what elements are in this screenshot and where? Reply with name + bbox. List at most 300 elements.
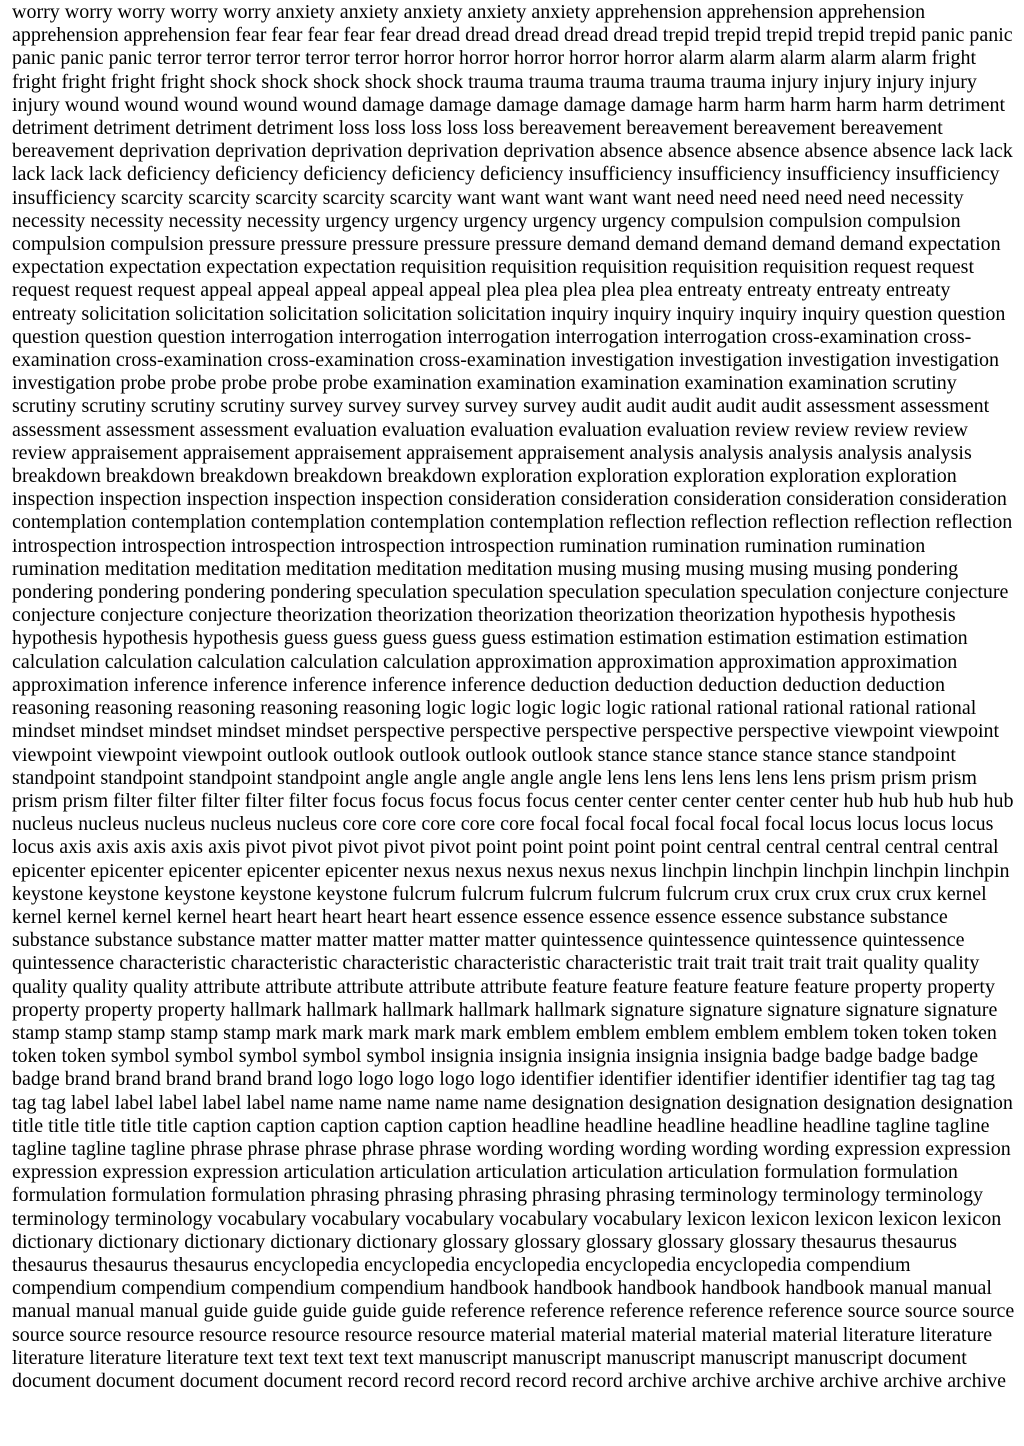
word-lexicon: lexicon bbox=[750, 1207, 810, 1230]
word-inquiry: inquiry bbox=[739, 302, 797, 325]
word-hub: hub bbox=[878, 789, 909, 812]
word-deprivation: deprivation bbox=[215, 140, 307, 163]
word-inference: inference bbox=[451, 673, 526, 696]
word-wording: wording bbox=[691, 1137, 759, 1160]
word-requisition: requisition bbox=[762, 256, 849, 279]
word-prism: prism bbox=[62, 789, 109, 812]
word-request: request bbox=[12, 279, 70, 302]
word-trauma: trauma bbox=[589, 70, 645, 93]
word-document: document bbox=[95, 1369, 175, 1392]
word-fulcrum: fulcrum bbox=[597, 882, 661, 905]
word-deficiency: deficiency bbox=[480, 163, 564, 186]
word-want: want bbox=[588, 186, 628, 209]
word-deprivation: deprivation bbox=[407, 140, 499, 163]
word-symbol: symbol bbox=[110, 1045, 170, 1068]
word-name: name bbox=[386, 1091, 431, 1114]
word-hallmark: hallmark bbox=[534, 998, 606, 1021]
word-hallmark: hallmark bbox=[458, 998, 530, 1021]
word-perspective: perspective bbox=[738, 720, 830, 743]
word-resource: resource bbox=[271, 1323, 340, 1346]
word-identifier: identifier bbox=[676, 1068, 751, 1091]
word-stamp: stamp bbox=[117, 1021, 166, 1044]
word-shock: shock bbox=[209, 70, 257, 93]
word-worry: worry bbox=[170, 1, 219, 23]
word-terminology: terminology bbox=[679, 1184, 778, 1207]
word-mindset: mindset bbox=[148, 720, 213, 743]
word-focal: focal bbox=[764, 813, 805, 836]
word-demand: demand bbox=[703, 233, 767, 256]
word-thesaurus: thesaurus bbox=[881, 1230, 957, 1253]
word-resource: resource bbox=[126, 1323, 195, 1346]
word-brand: brand bbox=[216, 1068, 262, 1091]
word-reference: reference bbox=[688, 1300, 764, 1323]
word-guide: guide bbox=[253, 1300, 298, 1323]
word-calculation: calculation bbox=[197, 650, 286, 673]
word-absence: absence bbox=[872, 140, 937, 163]
word-essence: essence bbox=[589, 905, 651, 928]
word-archive: archive bbox=[819, 1369, 879, 1392]
word-deprivation: deprivation bbox=[119, 140, 211, 163]
word-trait: trait bbox=[751, 952, 784, 975]
word-guess: guess bbox=[481, 627, 526, 650]
word-consideration: consideration bbox=[448, 488, 556, 511]
word-injury: injury bbox=[929, 70, 977, 93]
word-terminology: terminology bbox=[114, 1207, 213, 1230]
word-want: want bbox=[500, 186, 540, 209]
word-meditation: meditation bbox=[376, 557, 462, 580]
word-focal: focal bbox=[584, 813, 625, 836]
word-entreaty: entreaty bbox=[677, 279, 743, 302]
word-necessity: necessity bbox=[12, 209, 86, 232]
word-feature: feature bbox=[793, 975, 850, 998]
word-review: review bbox=[913, 418, 968, 441]
word-wound: wound bbox=[64, 93, 120, 116]
word-injury: injury bbox=[770, 70, 819, 93]
word-badge: badge bbox=[824, 1045, 873, 1068]
word-central: central bbox=[944, 836, 999, 859]
word-phrasing: phrasing bbox=[605, 1184, 675, 1207]
word-point: point bbox=[660, 836, 702, 859]
word-audit: audit bbox=[761, 395, 802, 418]
word-interrogation: interrogation bbox=[338, 325, 442, 348]
word-logic: logic bbox=[425, 697, 466, 720]
word-point: point bbox=[475, 836, 518, 859]
word-review: review bbox=[12, 441, 67, 464]
word-analysis: analysis bbox=[837, 441, 903, 464]
word-inspection: inspection bbox=[360, 488, 444, 511]
word-nucleus: nucleus bbox=[144, 813, 206, 836]
word-panic: panic bbox=[60, 47, 104, 70]
word-focus: focus bbox=[477, 789, 521, 812]
word-review: review bbox=[794, 418, 850, 441]
word-feature: feature bbox=[733, 975, 789, 998]
word-feature: feature bbox=[551, 975, 608, 998]
word-breakdown: breakdown bbox=[199, 465, 289, 488]
word-horror: horror bbox=[569, 47, 619, 70]
word-trepid: trepid bbox=[817, 24, 865, 47]
word-theorization: theorization bbox=[578, 604, 674, 627]
word-entreaty: entreaty bbox=[886, 279, 951, 302]
word-token: token bbox=[853, 1021, 898, 1044]
word-investigation: investigation bbox=[570, 349, 675, 372]
word-articulation: articulation bbox=[475, 1161, 567, 1184]
word-horror: horror bbox=[459, 47, 510, 70]
word-viewpoint: viewpoint bbox=[182, 743, 262, 766]
word-pondering: pondering bbox=[12, 581, 94, 604]
word-speculation: speculation bbox=[644, 581, 736, 604]
word-literature: literature bbox=[842, 1323, 915, 1346]
word-scarcity: scarcity bbox=[188, 186, 251, 209]
word-need: need bbox=[676, 186, 715, 209]
word-badge: badge bbox=[930, 1045, 979, 1068]
word-source: source bbox=[962, 1300, 1015, 1323]
word-outlook: outlook bbox=[465, 743, 527, 766]
word-pressure: pressure bbox=[495, 233, 562, 256]
word-crux: crux bbox=[896, 882, 932, 905]
word-calculation: calculation bbox=[104, 650, 193, 673]
word-request: request bbox=[74, 279, 133, 302]
word-attribute: attribute bbox=[193, 975, 261, 998]
word-deficiency: deficiency bbox=[126, 163, 211, 186]
word-property: property bbox=[927, 975, 995, 998]
word-name: name bbox=[435, 1091, 479, 1114]
word-consideration: consideration bbox=[673, 488, 782, 511]
word-tagline: tagline bbox=[875, 1114, 931, 1137]
word-dictionary: dictionary bbox=[356, 1230, 438, 1253]
word-focal: focal bbox=[629, 813, 670, 836]
word-emblem: emblem bbox=[784, 1021, 849, 1044]
word-expression: expression bbox=[834, 1137, 921, 1160]
word-necessity: necessity bbox=[890, 186, 964, 209]
word-locus: locus bbox=[951, 813, 994, 836]
word-kernel: kernel bbox=[66, 905, 117, 928]
word-cross-examination: cross-examination bbox=[771, 325, 919, 348]
word-need: need bbox=[804, 186, 843, 209]
word-requisition: requisition bbox=[491, 256, 577, 279]
word-keystone: keystone bbox=[240, 882, 312, 905]
word-manuscript: manuscript bbox=[700, 1346, 790, 1369]
word-lens: lens bbox=[793, 766, 826, 789]
word-reflection: reflection bbox=[609, 511, 686, 534]
word-urgency: urgency bbox=[601, 209, 666, 232]
word-property: property bbox=[12, 998, 80, 1021]
word-linchpin: linchpin bbox=[661, 859, 728, 882]
word-hypothesis: hypothesis bbox=[870, 604, 956, 627]
word-stance: stance bbox=[652, 743, 703, 766]
word-reflection: reflection bbox=[935, 511, 1013, 534]
word-alarm: alarm bbox=[678, 47, 725, 70]
word-musing: musing bbox=[621, 557, 681, 580]
word-injury: injury bbox=[876, 70, 925, 93]
word-filter: filter bbox=[288, 789, 328, 812]
word-rational: rational bbox=[716, 697, 779, 720]
word-anxiety: anxiety bbox=[467, 1, 527, 23]
word-meditation: meditation bbox=[104, 557, 191, 580]
word-breakdown: breakdown bbox=[293, 465, 383, 488]
word-wording: wording bbox=[476, 1137, 543, 1160]
word-lens: lens bbox=[606, 766, 640, 789]
word-hypothesis: hypothesis bbox=[12, 627, 98, 650]
word-appeal: appeal bbox=[371, 279, 425, 302]
word-text: text bbox=[243, 1346, 274, 1369]
word-headline: headline bbox=[730, 1114, 798, 1137]
word-glossary: glossary bbox=[514, 1230, 581, 1253]
word-compulsion: compulsion bbox=[110, 233, 204, 256]
word-horror: horror bbox=[404, 47, 455, 70]
word-kernel: kernel bbox=[936, 882, 987, 905]
word-label: label bbox=[246, 1091, 286, 1114]
word-approximation: approximation bbox=[475, 650, 593, 673]
word-detriment: detriment bbox=[256, 117, 334, 140]
word-encyclopedia: encyclopedia bbox=[585, 1253, 691, 1276]
word-panic: panic bbox=[969, 24, 1013, 47]
word-anxiety: anxiety bbox=[339, 1, 399, 23]
word-anxiety: anxiety bbox=[531, 1, 591, 23]
word-formulation: formulation bbox=[12, 1184, 107, 1207]
word-inquiry: inquiry bbox=[676, 302, 735, 325]
word-name: name bbox=[483, 1091, 527, 1114]
word-perspective: perspective bbox=[353, 720, 445, 743]
word-record: record bbox=[403, 1369, 455, 1392]
word-archive: archive bbox=[883, 1369, 943, 1392]
word-estimation: estimation bbox=[884, 627, 968, 650]
word-focal: focal bbox=[674, 813, 715, 836]
word-lens: lens bbox=[718, 766, 751, 789]
word-hub: hub bbox=[843, 789, 874, 812]
word-vocabulary: vocabulary bbox=[405, 1207, 495, 1230]
word-introspection: introspection bbox=[230, 534, 336, 557]
word-rumination: rumination bbox=[744, 534, 833, 557]
word-manuscript: manuscript bbox=[794, 1346, 883, 1369]
word-property: property bbox=[854, 975, 923, 998]
word-hypothesis: hypothesis bbox=[102, 627, 189, 650]
word-interrogation: interrogation bbox=[446, 325, 551, 348]
word-viewpoint: viewpoint bbox=[834, 720, 915, 743]
word-want: want bbox=[456, 186, 496, 209]
word-pivot: pivot bbox=[291, 836, 333, 859]
word-central: central bbox=[765, 836, 821, 859]
word-manuscript: manuscript bbox=[418, 1346, 508, 1369]
word-dread: dread bbox=[465, 24, 510, 47]
word-survey: survey bbox=[348, 395, 402, 418]
word-conjecture: conjecture bbox=[925, 581, 1009, 604]
word-inspection: inspection bbox=[186, 488, 269, 511]
word-reasoning: reasoning bbox=[12, 697, 90, 720]
word-logic: logic bbox=[605, 697, 646, 720]
word-musing: musing bbox=[685, 557, 745, 580]
word-crux: crux bbox=[774, 882, 811, 905]
word-evaluation: evaluation bbox=[646, 418, 731, 441]
word-caption: caption bbox=[256, 1114, 316, 1137]
word-designation: designation bbox=[531, 1091, 625, 1114]
word-fear: fear bbox=[271, 24, 303, 47]
word-evaluation: evaluation bbox=[293, 418, 377, 441]
word-material: material bbox=[772, 1323, 838, 1346]
word-damage: damage bbox=[563, 93, 626, 116]
word-matter: matter bbox=[260, 929, 312, 952]
word-request: request bbox=[137, 279, 196, 302]
word-glossary: glossary bbox=[657, 1230, 725, 1253]
word-loss: loss bbox=[374, 117, 406, 140]
word-perspective: perspective bbox=[641, 720, 734, 743]
word-glossary: glossary bbox=[729, 1230, 796, 1253]
word-headline: headline bbox=[802, 1114, 871, 1137]
word-rational: rational bbox=[849, 697, 911, 720]
word-terror: terror bbox=[354, 47, 400, 70]
word-deprivation: deprivation bbox=[311, 140, 403, 163]
word-source: source bbox=[847, 1300, 900, 1323]
word-insignia: insignia bbox=[567, 1045, 631, 1068]
word-alarm: alarm bbox=[830, 47, 877, 70]
word-lens: lens bbox=[681, 766, 714, 789]
word-lack: lack bbox=[941, 140, 975, 163]
word-tag: tag bbox=[12, 1091, 37, 1114]
word-fulcrum: fulcrum bbox=[392, 882, 456, 905]
word-filter: filter bbox=[113, 789, 152, 812]
word-consideration: consideration bbox=[560, 488, 669, 511]
word-caption: caption bbox=[448, 1114, 507, 1137]
word-thesaurus: thesaurus bbox=[12, 1253, 88, 1276]
word-encyclopedia: encyclopedia bbox=[695, 1253, 802, 1276]
word-appeal: appeal bbox=[200, 279, 253, 302]
word-assessment: assessment bbox=[806, 395, 896, 418]
word-absence: absence bbox=[599, 140, 663, 163]
word-viewpoint: viewpoint bbox=[12, 743, 92, 766]
word-audit: audit bbox=[626, 395, 667, 418]
word-trepid: trepid bbox=[869, 24, 917, 47]
word-nexus: nexus bbox=[403, 859, 451, 882]
word-matter: matter bbox=[316, 929, 368, 952]
word-lack: lack bbox=[88, 163, 122, 186]
word-harm: harm bbox=[836, 93, 878, 116]
word-approximation: approximation bbox=[597, 650, 714, 673]
word-dread: dread bbox=[563, 24, 609, 47]
word-calculation: calculation bbox=[290, 650, 378, 673]
word-identifier: identifier bbox=[598, 1068, 672, 1091]
word-thesaurus: thesaurus bbox=[92, 1253, 169, 1276]
word-matter: matter bbox=[372, 929, 424, 952]
word-outlook: outlook bbox=[531, 743, 593, 766]
word-speculation: speculation bbox=[452, 581, 544, 604]
word-assessment: assessment bbox=[900, 395, 990, 418]
word-urgency: urgency bbox=[463, 209, 528, 232]
word-lexicon: lexicon bbox=[814, 1207, 874, 1230]
word-property: property bbox=[84, 998, 153, 1021]
word-nexus: nexus bbox=[558, 859, 606, 882]
word-need: need bbox=[761, 186, 800, 209]
word-material: material bbox=[490, 1323, 556, 1346]
word-introspection: introspection bbox=[121, 534, 226, 557]
word-prism: prism bbox=[880, 766, 927, 789]
word-rational: rational bbox=[650, 697, 712, 720]
word-tag: tag bbox=[41, 1091, 66, 1114]
word-mindset: mindset bbox=[285, 720, 349, 743]
word-appeal: appeal bbox=[429, 279, 482, 302]
word-quality: quality bbox=[863, 952, 919, 975]
word-locus: locus bbox=[12, 836, 55, 859]
word-loss: loss bbox=[483, 117, 515, 140]
word-property: property bbox=[157, 998, 226, 1021]
word-identifier: identifier bbox=[755, 1068, 829, 1091]
word-quality: quality bbox=[72, 975, 129, 998]
word-contemplation: contemplation bbox=[131, 511, 246, 534]
word-approximation: approximation bbox=[718, 650, 836, 673]
word-symbol: symbol bbox=[302, 1045, 362, 1068]
word-estimation: estimation bbox=[530, 627, 615, 650]
word-wording: wording bbox=[619, 1137, 687, 1160]
word-nexus: nexus bbox=[610, 859, 657, 882]
word-insignia: insignia bbox=[635, 1045, 699, 1068]
word-guide: guide bbox=[302, 1300, 347, 1323]
word-outlook: outlook bbox=[267, 743, 329, 766]
word-center: center bbox=[628, 789, 677, 812]
word-attribute: attribute bbox=[265, 975, 332, 998]
word-manual: manual bbox=[933, 1277, 992, 1300]
word-theorization: theorization bbox=[276, 604, 373, 627]
word-tagline: tagline bbox=[935, 1114, 990, 1137]
word-fright: fright bbox=[931, 47, 977, 70]
word-encyclopedia: encyclopedia bbox=[364, 1253, 470, 1276]
word-pondering: pondering bbox=[877, 557, 959, 580]
word-pivot: pivot bbox=[429, 836, 471, 859]
word-cross-examination: cross-examination bbox=[419, 349, 566, 372]
word-pondering: pondering bbox=[270, 581, 352, 604]
word-examination: examination bbox=[580, 372, 680, 395]
word-identifier: identifier bbox=[833, 1068, 907, 1091]
word-contemplation: contemplation bbox=[12, 511, 127, 534]
word-name: name bbox=[338, 1091, 382, 1114]
word-consideration: consideration bbox=[899, 488, 1007, 511]
word-apprehension: apprehension bbox=[123, 24, 231, 47]
word-vocabulary: vocabulary bbox=[499, 1207, 588, 1230]
word-token: token bbox=[12, 1045, 57, 1068]
word-angle: angle bbox=[558, 766, 602, 789]
word-calculation: calculation bbox=[382, 650, 471, 673]
word-central: central bbox=[884, 836, 940, 859]
word-phrase: phrase bbox=[247, 1137, 300, 1160]
word-shock: shock bbox=[261, 70, 309, 93]
word-shock: shock bbox=[364, 70, 412, 93]
word-cross-examination: cross-examination bbox=[267, 349, 415, 372]
word-manuscript: manuscript bbox=[512, 1346, 602, 1369]
word-record: record bbox=[515, 1369, 567, 1392]
word-axis: axis bbox=[170, 836, 204, 859]
word-logo: logo bbox=[317, 1068, 354, 1091]
word-keystone: keystone bbox=[316, 882, 388, 905]
word-apprehension: apprehension bbox=[12, 24, 119, 47]
word-articulation: articulation bbox=[283, 1161, 375, 1184]
word-formulation: formulation bbox=[764, 1161, 859, 1184]
word-perspective: perspective bbox=[449, 720, 541, 743]
word-emblem: emblem bbox=[575, 1021, 641, 1044]
word-essence: essence bbox=[456, 905, 518, 928]
word-emblem: emblem bbox=[506, 1021, 571, 1044]
word-scrutiny: scrutiny bbox=[150, 395, 216, 418]
word-handbook: handbook bbox=[449, 1277, 529, 1300]
word-inference: inference bbox=[213, 673, 288, 696]
word-nucleus: nucleus bbox=[276, 813, 338, 836]
word-quintessence: quintessence bbox=[862, 929, 965, 952]
word-requisition: requisition bbox=[581, 256, 668, 279]
word-question: question bbox=[157, 325, 226, 348]
word-alarm: alarm bbox=[881, 47, 927, 70]
word-mark: mark bbox=[460, 1021, 502, 1044]
word-source: source bbox=[69, 1323, 122, 1346]
word-manual: manual bbox=[139, 1300, 199, 1323]
word-focus: focus bbox=[380, 789, 425, 812]
word-substance: substance bbox=[12, 929, 90, 952]
word-outlook: outlook bbox=[333, 743, 395, 766]
